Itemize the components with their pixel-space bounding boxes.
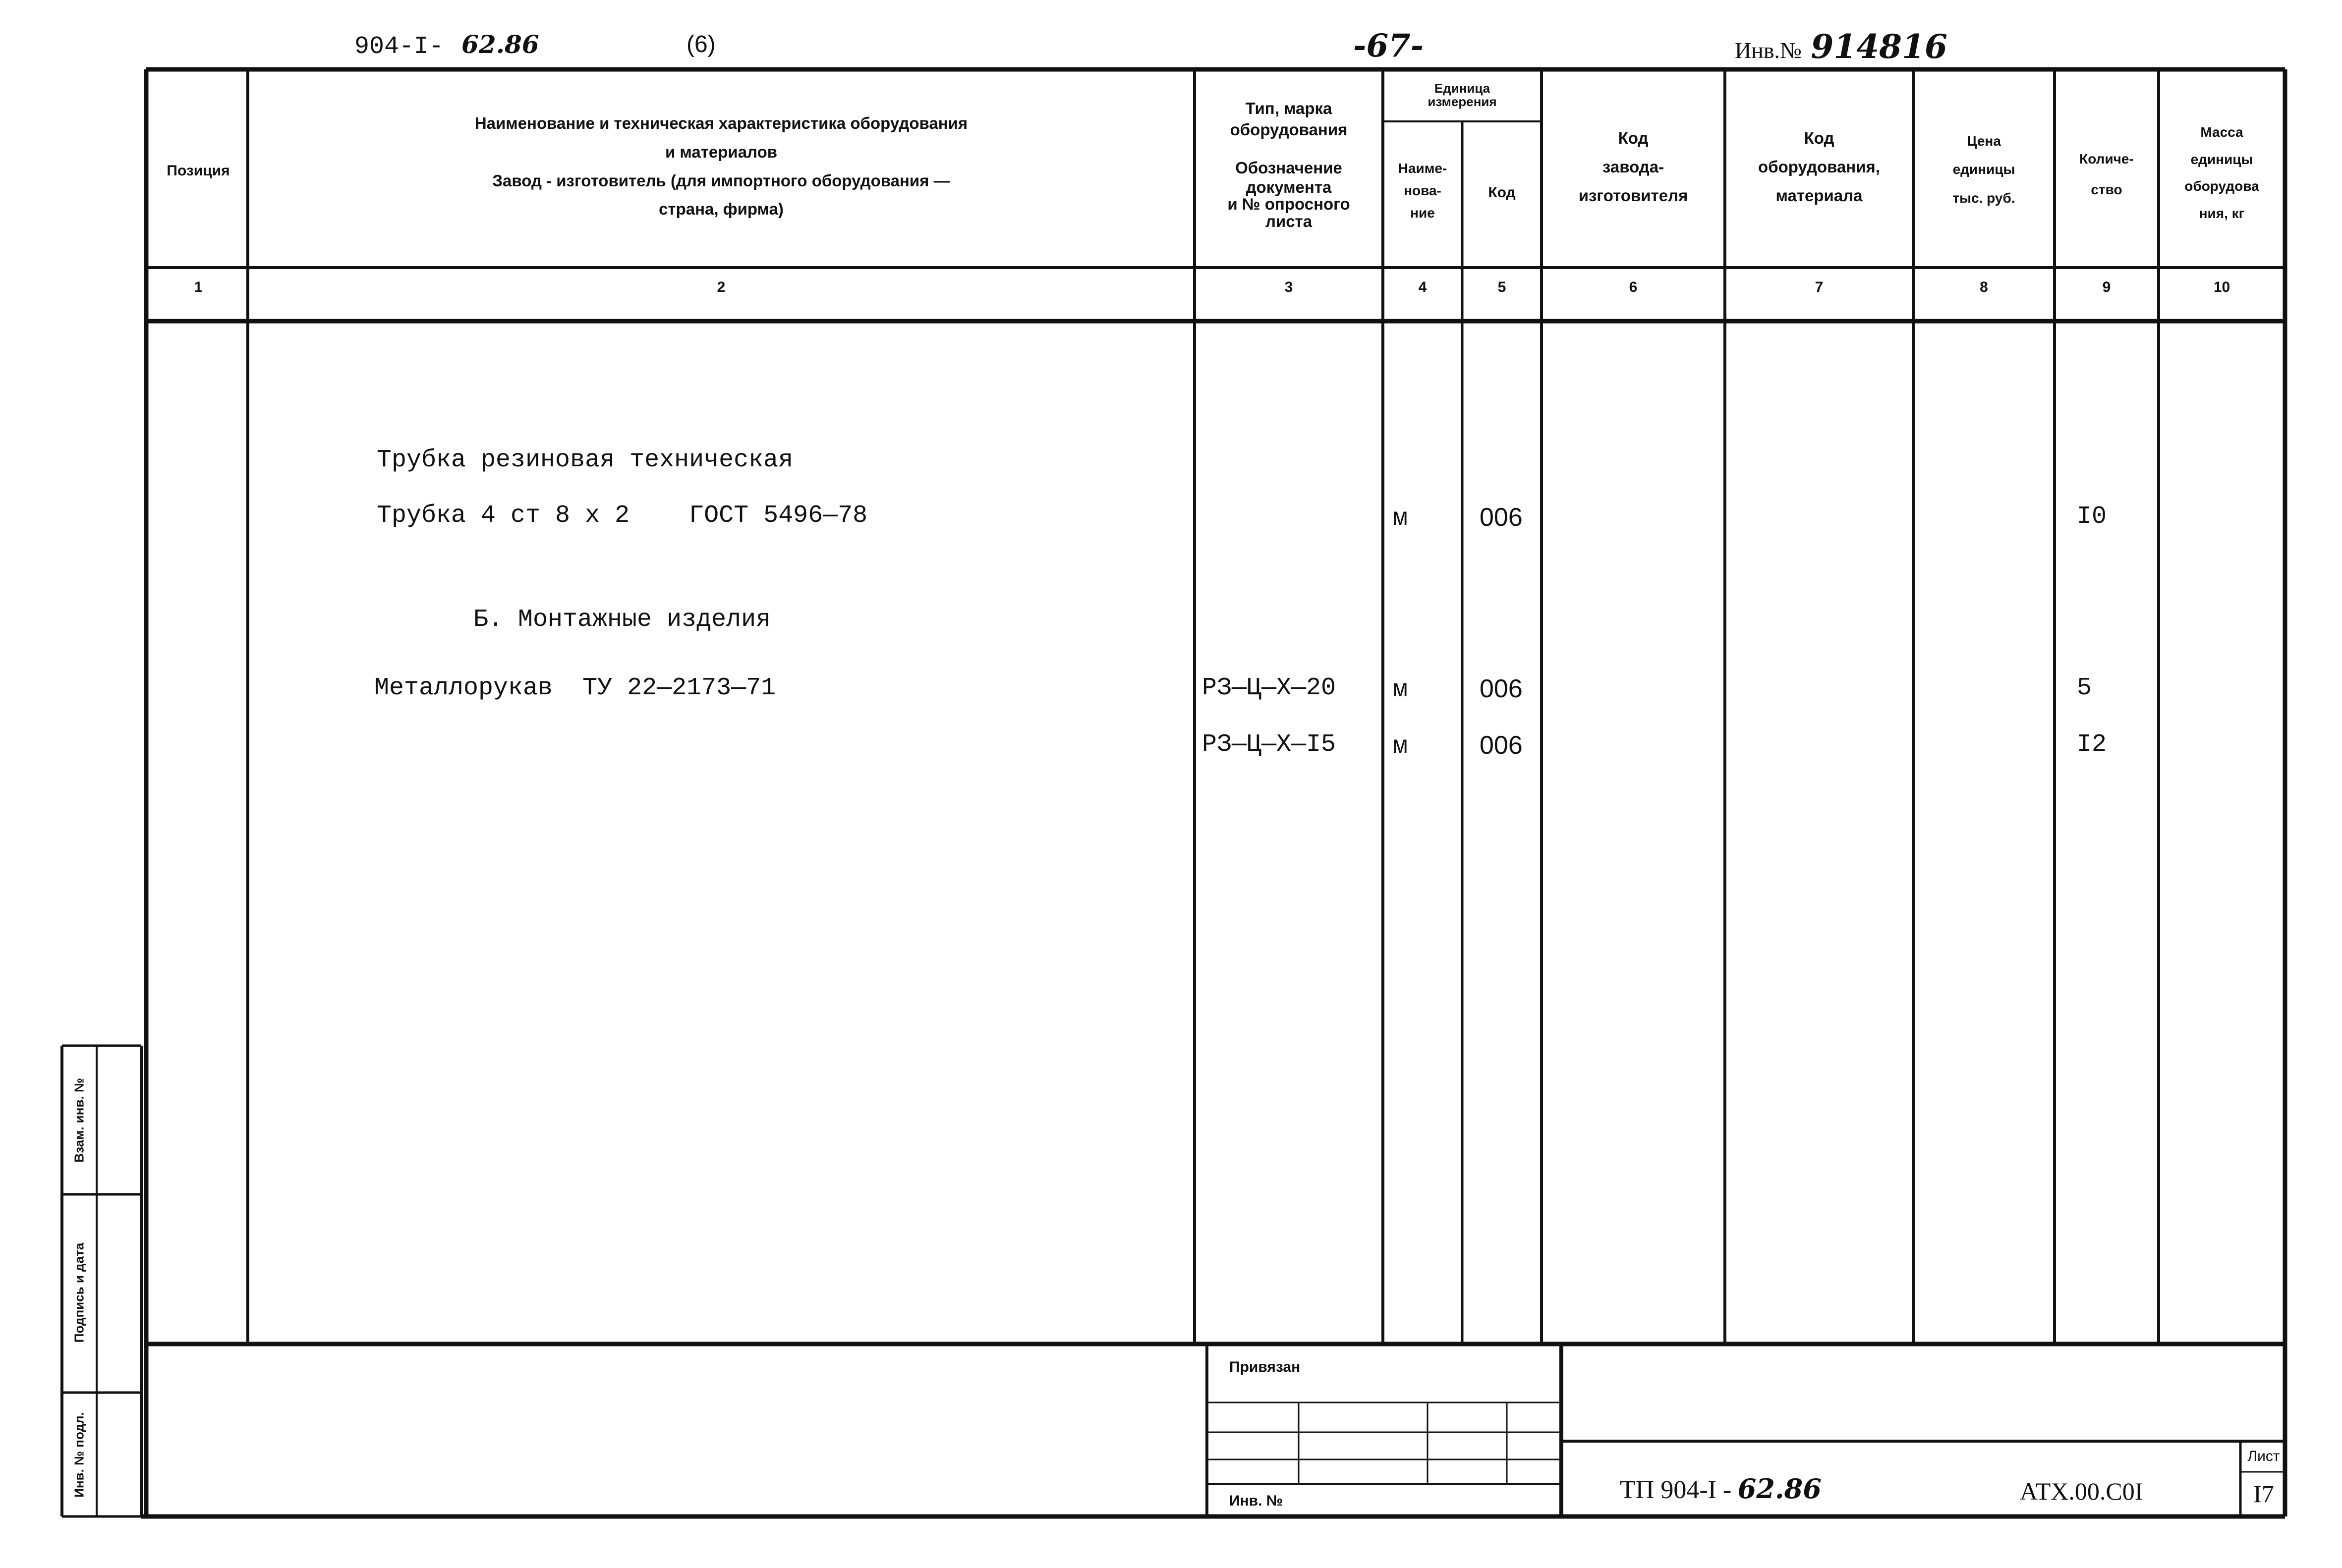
header-unit-line1: Единица [1434,81,1490,96]
header-mfr-line2: завода- [1602,157,1664,176]
header-name-line3: Завод - изготовитель (для импортного оборудования — [492,171,950,190]
column-number: 3 [1284,279,1293,295]
row-unit: м [1393,504,1408,533]
header-qty-line2: ство [2091,181,2122,197]
header-price-line1: Цена [1967,133,2001,149]
row-type: РЗ—Ц—Х—20 [1202,674,1336,702]
header-name-line2: и материалов [665,142,778,161]
header-mass-line3: оборудова [2184,178,2259,194]
column-number: 4 [1418,279,1427,295]
header-manufacturer-code [1542,124,1725,210]
title-block-doc-code [1620,1473,1822,1505]
header-position: Позиция [167,163,230,179]
row-qty: 5 [2077,674,2092,702]
header-price-line3: тыс. руб. [1952,190,2015,206]
column-number: 8 [1980,279,1988,295]
header-equipment-code [1725,124,1913,210]
doc-number-prefix: 904-I- [354,33,444,61]
row-name: Трубка 4 ст 8 х 2 ГОСТ 5496—78 [377,502,868,530]
header-unit-name [1383,158,1462,224]
header-type-line5: и № опросного [1227,195,1350,214]
row-qty: I2 [2077,730,2107,759]
column-number: 6 [1629,279,1638,295]
header-mfr-line1: Код [1618,129,1649,147]
sheet-label: Лист [2247,1448,2280,1464]
doc-paren-number: (6) [686,31,716,57]
row-name: Металлорукав ТУ 22—2173—71 [374,674,776,702]
header-type-line6: листа [1265,212,1313,230]
column-number: 1 [194,279,203,295]
header-equip-line3: материала [1775,186,1863,205]
header-mass-line1: Масса [2200,124,2243,140]
header-unit-name-line1: Наиме- [1398,161,1447,176]
header-quantity [2055,144,2159,205]
header-price [1913,127,2055,212]
doc-code-handwritten: 62.86 [1737,1473,1822,1505]
row-name: Б. Монтажные изделия [473,606,771,634]
inv-handwritten: 914816 [1811,27,1947,66]
page-number-handwritten: -67- [1353,27,1424,64]
row-qty: I0 [2077,503,2107,531]
header-mass-line4: ния, кг [2199,205,2245,221]
column-number: 7 [1815,279,1824,295]
header-type [1195,98,1383,230]
row-type: РЗ—Ц—Х—I5 [1202,730,1336,759]
header-price-line2: единицы [1952,162,2015,177]
header-mass [2159,119,2285,227]
header-unit-group [1383,82,1542,109]
footer-privyazan: Привязан [1229,1359,1301,1375]
header-unit-name-line2: нова- [1404,182,1441,198]
side-stamp-inv-podl: Инв. № подл. [71,1412,87,1498]
row-unit: м [1393,676,1408,704]
side-stamp-podpis-data: Подпись и дата [71,1242,87,1343]
footer-inv-no: Инв. № [1229,1493,1283,1509]
row-unit: м [1393,732,1408,761]
row-code: 006 [1480,731,1523,760]
header-unit-name-line3: ние [1410,205,1435,221]
header-qty-line1: Количе- [2079,151,2134,167]
row-name: Трубка резиновая техническая [377,446,794,474]
header-name-line4: страна, фирма) [659,200,784,219]
header-name [248,109,1195,224]
header-type-line4: документа [1246,177,1332,196]
title-block-atx-code: АТХ.00.С0I [2020,1477,2143,1505]
header-mfr-line3: изготовителя [1578,186,1688,205]
sheet-number: I7 [2253,1480,2274,1508]
header-equip-line1: Код [1804,129,1834,147]
side-stamp-vzam-inv: Взам. инв. № [71,1078,87,1163]
header-unit-line2: измерения [1428,94,1497,110]
header-name-line1: Наименование и техническая характеристика оборудования [474,114,968,132]
column-number: 9 [2102,279,2111,295]
header-equip-line2: оборудования, [1758,157,1880,176]
column-number: 2 [717,279,726,295]
column-number: 10 [2213,279,2230,295]
column-number: 5 [1497,279,1506,295]
header-type-line1: Тип, марка [1245,99,1332,117]
header-mass-line2: единицы [2190,151,2253,167]
header-unit-code: Код [1488,184,1516,201]
row-code: 006 [1480,503,1523,532]
doc-code-prefix: ТП 904-I - [1620,1476,1732,1504]
header-type-line2: оборудования [1230,120,1348,139]
row-code: 006 [1480,674,1523,703]
inv-label: Инв.№ [1735,38,1802,63]
doc-number-handwritten: 62.86 [461,30,539,59]
header-type-line3: Обозначение [1235,158,1342,177]
